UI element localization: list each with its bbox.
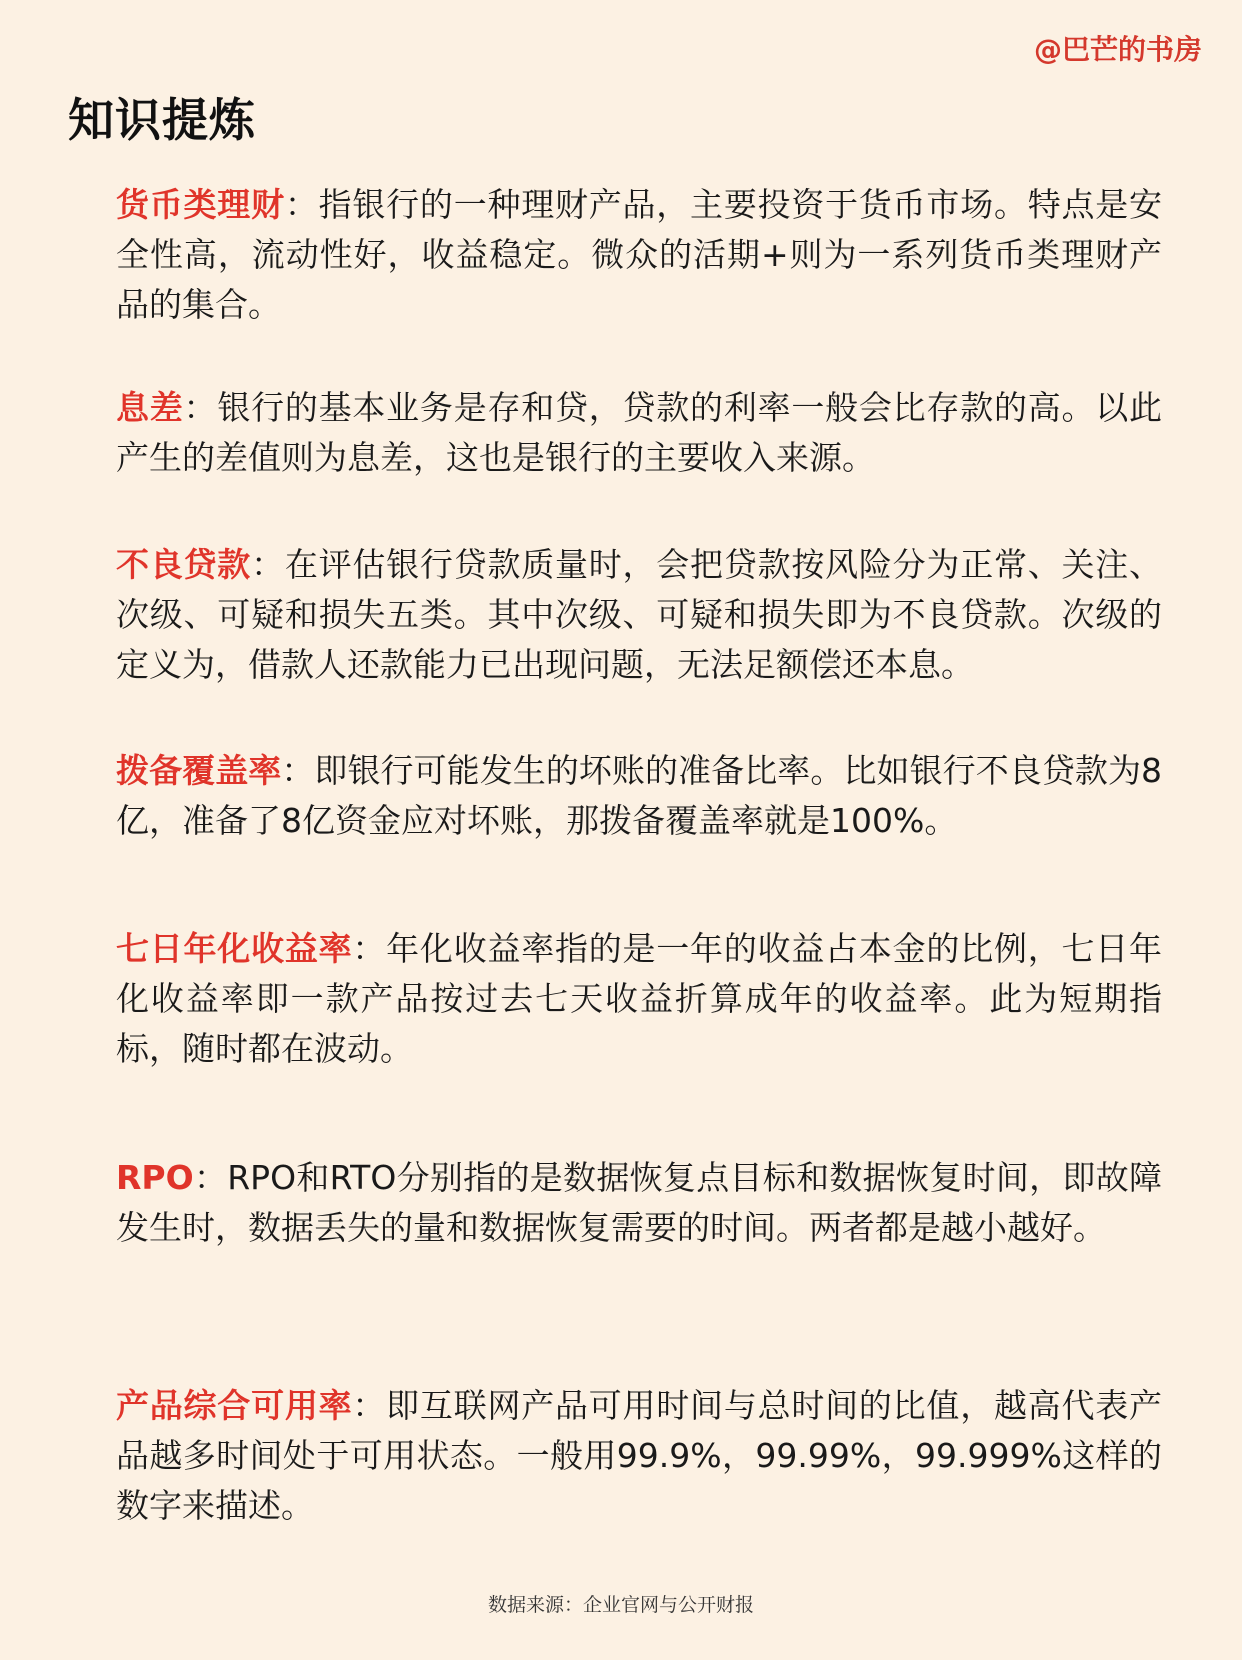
entry-definition: RPO和RTO分别指的是数据恢复点目标和数据恢复时间，即故障发生时，数据丢失的量和数据恢复需要的时间。两者都是越小越好。 — [116, 1158, 1163, 1247]
entry-term: 货币类理财 — [116, 185, 285, 224]
entry-separator: ： — [183, 388, 218, 427]
entry-separator: ： — [352, 929, 387, 968]
entry-definition: 即银行可能发生的坏账的准备比率。比如银行不良贷款为8亿，准备了8亿资金应对坏账，那拨备覆盖率就是100%。 — [116, 751, 1163, 840]
entry-definition: 银行的基本业务是存和贷，贷款的利率一般会比存款的高。以此产生的差值则为息差，这也是银行的主要收入来源。 — [116, 388, 1163, 477]
entry-term: 息差 — [116, 388, 184, 427]
watermark: @巴芒的书房 — [1033, 33, 1202, 66]
glossary-entry — [116, 746, 1162, 846]
entry-definition: 年化收益率指的是一年的收益占本金的比例，七日年化收益率即一款产品按过去七天收益折算成年的收益率。此为短期指标，随时都在波动。 — [116, 929, 1163, 1068]
glossary-entry — [116, 383, 1162, 483]
entry-term: 拨备覆盖率 — [116, 751, 282, 790]
entry-term: RPO — [116, 1158, 194, 1197]
entry-definition: 在评估银行贷款质量时，会把贷款按风险分为正常、关注、次级、可疑和损失五类。其中次级、可疑和损失即为不良贷款。次级的定义为，借款人还款能力已出现问题，无法足额偿还本息。 — [116, 545, 1163, 684]
entry-separator: ： — [284, 185, 319, 224]
entry-term: 产品综合可用率 — [116, 1386, 353, 1425]
glossary-entry — [116, 1153, 1162, 1253]
page-title: 知识提炼 — [68, 93, 256, 147]
glossary-entry — [116, 924, 1162, 1074]
entry-definition: 即互联网产品可用时间与总时间的比值，越高代表产品越多时间处于可用状态。一般用99.9%，99.99%，99.999%这样的数字来描述。 — [116, 1386, 1163, 1525]
entry-separator: ： — [193, 1158, 228, 1197]
data-source-footer: 数据来源：企业官网与公开财报 — [487, 1594, 754, 1616]
entry-term: 不良贷款 — [116, 545, 252, 584]
entry-definition: 指银行的一种理财产品，主要投资于货币市场。特点是安全性高，流动性好，收益稳定。微众的活期+则为一系列货币类理财产品的集合。 — [116, 185, 1163, 324]
entry-term: 七日年化收益率 — [116, 929, 353, 968]
glossary-entry — [116, 540, 1162, 690]
entry-separator: ： — [352, 1386, 387, 1425]
entry-separator: ： — [281, 751, 315, 790]
entry-separator: ： — [251, 545, 285, 584]
glossary-entry — [116, 1381, 1162, 1531]
glossary-entry — [116, 180, 1162, 330]
